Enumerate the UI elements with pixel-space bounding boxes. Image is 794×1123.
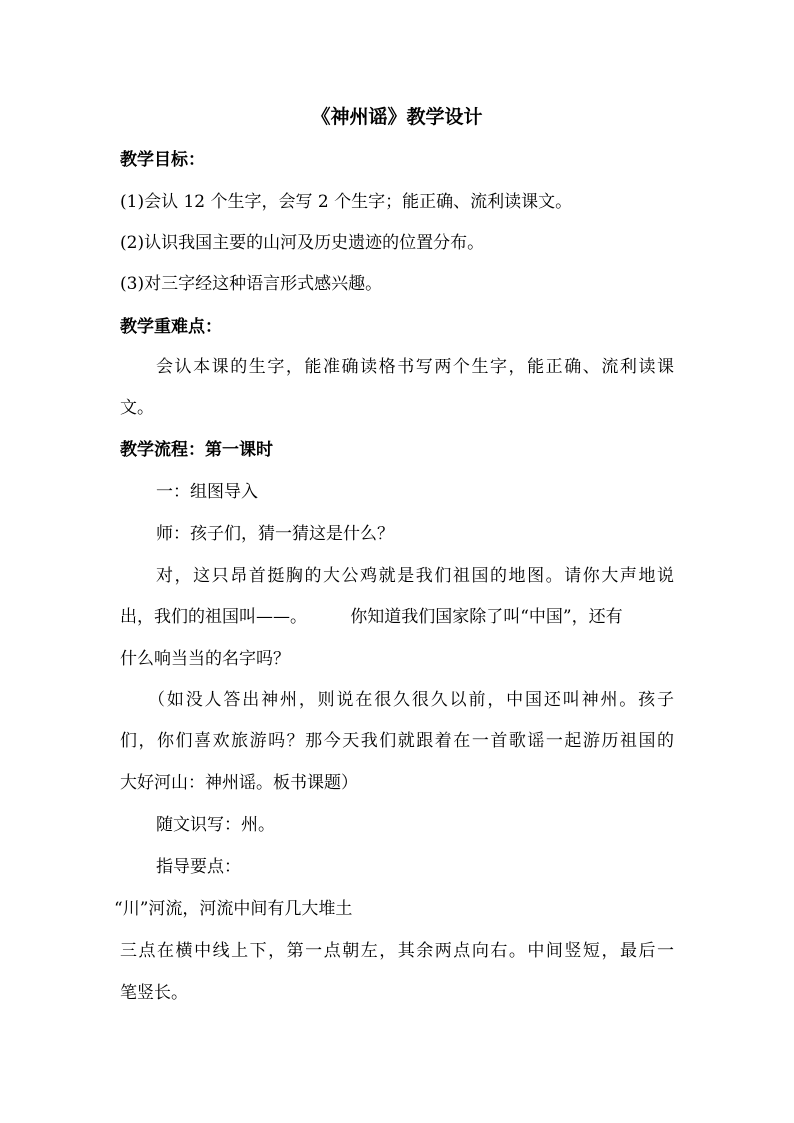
process-line-11: “川”河流，河流中间有几大堆土 (114, 899, 353, 919)
difficulty-heading: 教学重难点： (120, 317, 222, 337)
goals-heading: 教学目标： (120, 150, 205, 170)
process-line-7: 们，你们喜欢旅游吗？那今天我们就跟着在一首歌谣一起游历祖国的 (120, 731, 674, 751)
process-line-12: 三点在横中线上下，第一点朝左，其余两点向右。中间竖短，最后一 (120, 941, 674, 961)
document-title: 《神州谣》教学设计 (311, 106, 483, 128)
difficulty-line-1: 会认本课的生字，能准确读格书写两个生字，能正确、流利读课 (156, 357, 674, 377)
goal-item-3: (3)对三字经这种语言形式感兴趣。 (120, 274, 383, 294)
process-heading: 教学流程：第一课时 (120, 440, 273, 460)
process-line-4: 出，我们的祖国叫——。 你知道我们国家除了叫“中国”，还有 (120, 607, 623, 627)
goal-item-1: (1)会认 12 个生字，会写 2 个生字；能正确、流利读课文。 (120, 192, 573, 212)
difficulty-line-2: 文。 (120, 398, 154, 418)
process-line-5: 什么响当当的名字吗？ (120, 649, 290, 669)
process-line-1: 一：组图导入 (156, 482, 258, 502)
process-line-13: 笔竖长。 (120, 983, 188, 1003)
process-line-8: 大好河山：神州谣。板书课题） (120, 773, 358, 793)
process-line-3: 对，这只昂首挺胸的大公鸡就是我们祖国的地图。请你大声地说 (156, 566, 674, 586)
process-line-6: （如没人答出神州，则说在很久很久以前，中国还叫神州。孩子 (148, 690, 674, 710)
goal-item-2: (2)认识我国主要的山河及历史遗迹的位置分布。 (120, 233, 485, 253)
process-line-2: 师：孩子们，猜一猜这是什么？ (156, 524, 394, 544)
process-line-9: 随文识写：州。 (156, 815, 275, 835)
process-line-10: 指导要点： (156, 857, 241, 877)
